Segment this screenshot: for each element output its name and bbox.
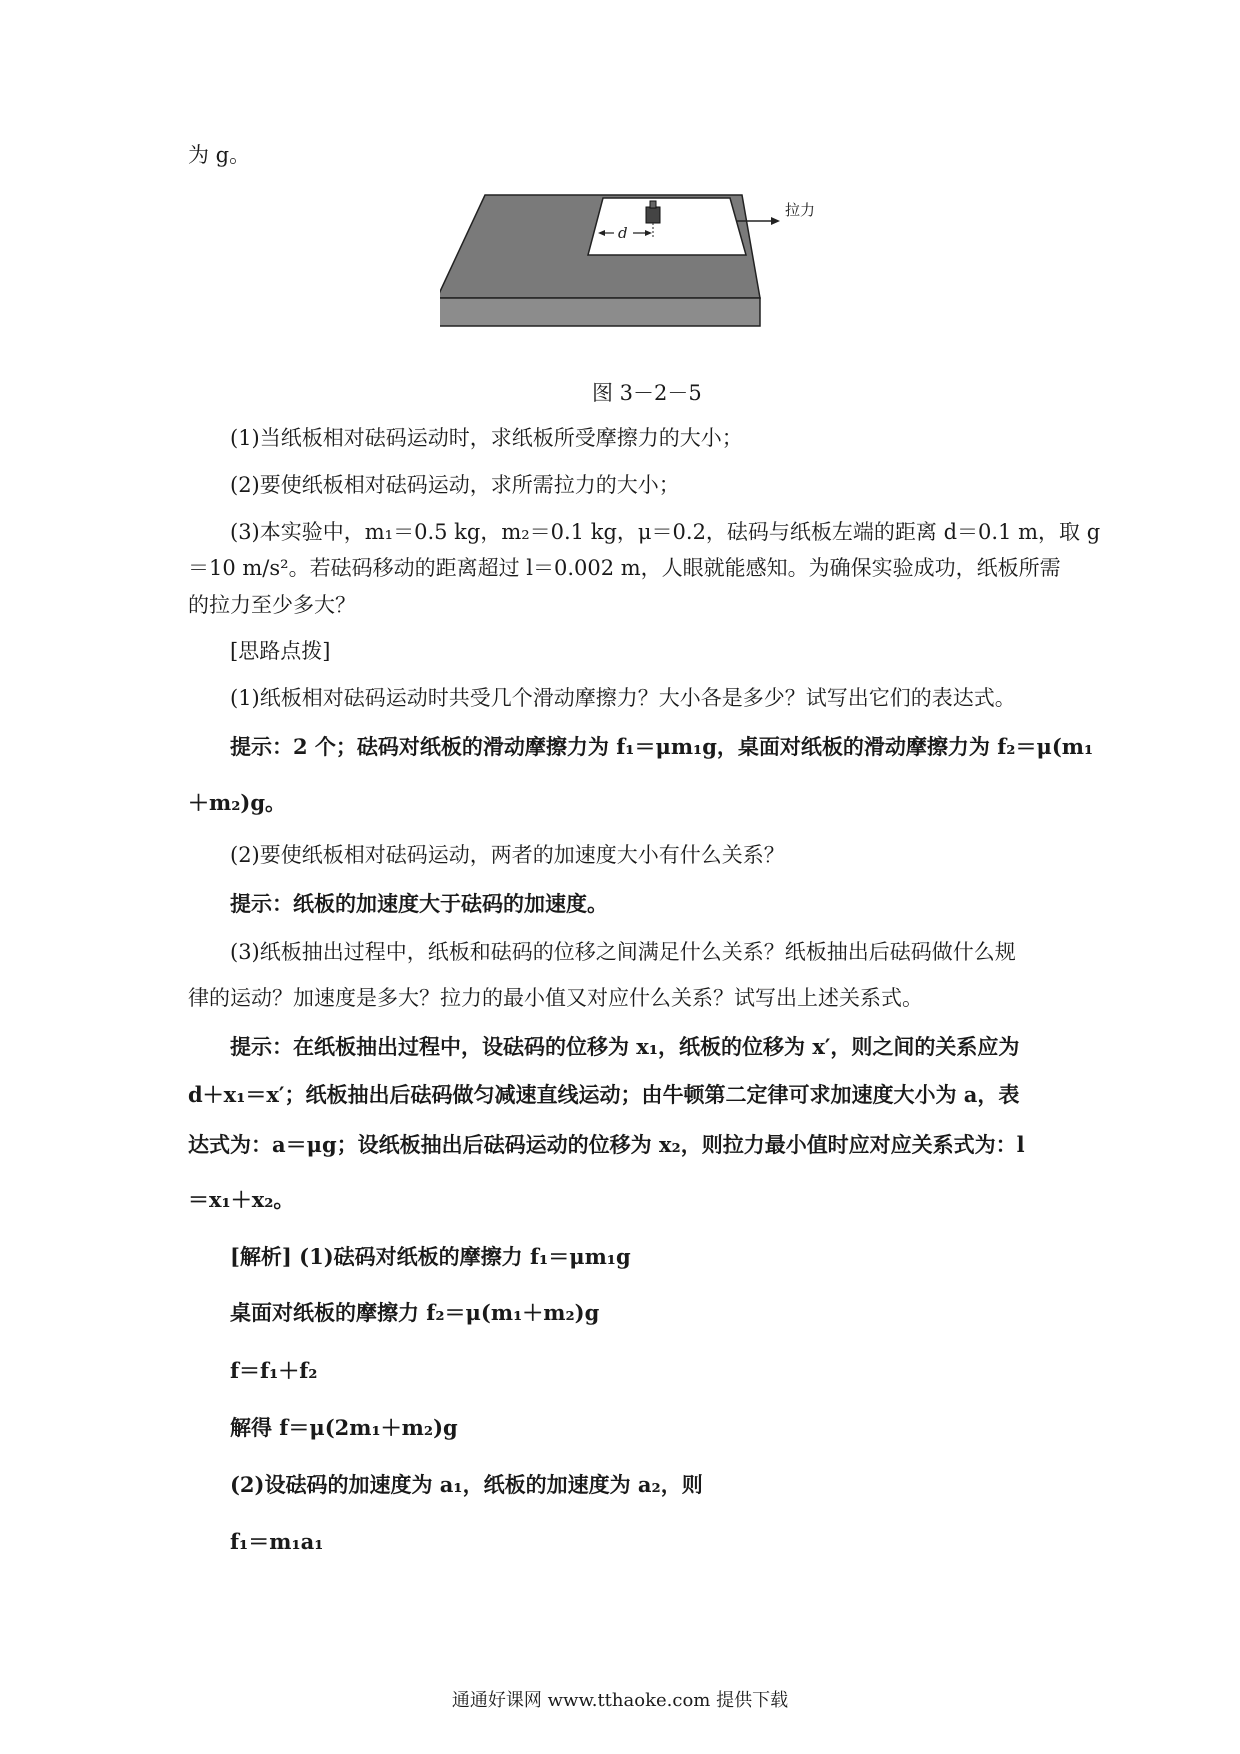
question-1: (1)当纸板相对砝码运动时，求纸板所受摩擦力的大小； [230,426,743,450]
hint-1-answer-line-1: 提示：2 个；砝码对纸板的滑动摩擦力为 f₁＝μm₁g，桌面对纸板的滑动摩擦力为 f₂＝μ(m₁ [230,734,1094,759]
hint-3-answer-line-3: 达式为：a＝μg；设纸板抽出后砝码运动的位移为 x₂，则拉力最小值时应对应关系式为：l [188,1132,1025,1157]
hint-3-question-line-2: 律的运动？加速度是多大？拉力的最小值又对应什么关系？试写出上述关系式。 [188,986,923,1010]
question-3-line-3: 的拉力至少多大？ [188,593,356,617]
solution-line-2: 桌面对纸板的摩擦力 f₂＝μ(m₁＋m₂)g [230,1300,600,1325]
d-label: d [618,224,628,242]
solution-line-4: 解得 f＝μ(2m₁＋m₂)g [230,1415,458,1440]
hint-3-answer-line-4: ＝x₁＋x₂。 [188,1187,295,1212]
hint-2-answer: 提示：纸板的加速度大于砝码的加速度。 [230,891,608,916]
paper-board [588,198,746,255]
top-line: 为 g。 [188,143,251,167]
hint-3-question-line-1: (3)纸板抽出过程中，纸板和砝码的位移之间满足什么关系？纸板抽出后砝码做什么规 [230,940,1016,964]
hint-1-answer-line-2: ＋m₂)g。 [188,790,287,815]
experiment-diagram [440,193,860,348]
figure-caption: 图 3－2－5 [592,381,702,405]
hint-2-question: (2)要使纸板相对砝码运动，两者的加速度大小有什么关系？ [230,843,785,867]
hint-3-answer-line-2: d＋x₁＝x′；纸板抽出后砝码做匀减速直线运动；由牛顿第二定律可求加速度大小为 a，表 [188,1082,1020,1107]
solution-line-5: (2)设砝码的加速度为 a₁，纸板的加速度为 a₂，则 [230,1472,703,1497]
pull-label: 拉力 [785,201,816,219]
footer-source: 通通好课网 www.tthaoke.com 提供下载 [451,1690,789,1711]
question-3-line-1: (3)本实验中，m₁＝0.5 kg，m₂＝0.1 kg，μ＝0.2，砝码与纸板左端的距离 d＝0.1 m，取 g [230,520,1101,544]
hint-3-answer-line-1: 提示：在纸板抽出过程中，设砝码的位移为 x₁，纸板的位移为 x′，则之间的关系应为 [230,1034,1020,1059]
hint-1-question: (1)纸板相对砝码运动时共受几个滑动摩擦力？大小各是多少？试写出它们的表达式。 [230,686,1016,710]
hints-heading: [思路点拨] [230,639,331,663]
table-edge [440,298,760,326]
solution-line-1: [解析] (1)砝码对纸板的摩擦力 f₁＝μm₁g [230,1244,631,1269]
question-3-line-2: ＝10 m/s²。若砝码移动的距离超过 l＝0.002 m，人眼就能感知。为确保实验成功，纸板所需 [188,556,1061,580]
solution-line-6: f₁＝m₁a₁ [230,1529,324,1554]
question-2: (2)要使纸板相对砝码运动，求所需拉力的大小； [230,473,680,497]
solution-line-3: f＝f₁＋f₂ [230,1358,318,1383]
